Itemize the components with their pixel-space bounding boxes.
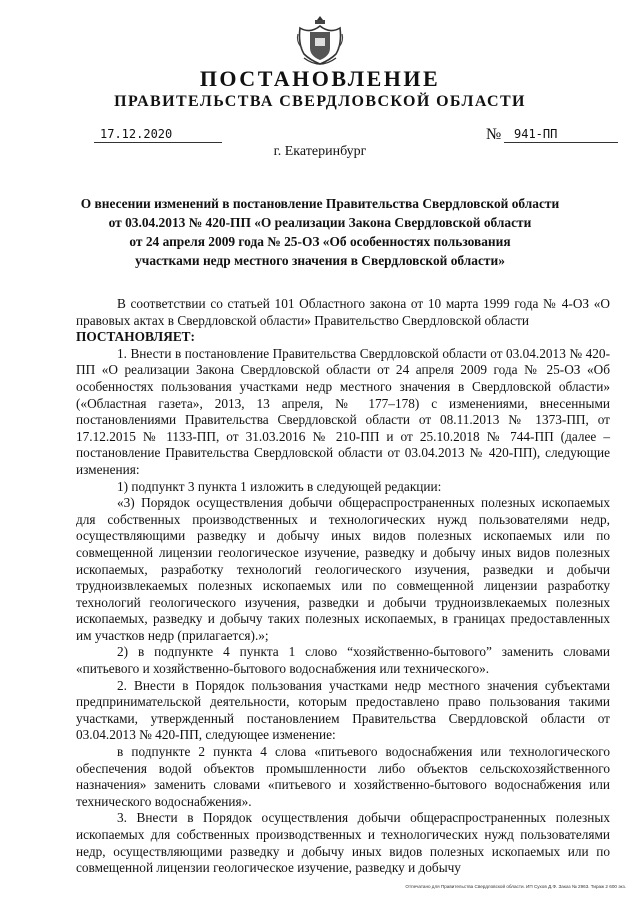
paragraph-3: 3. Внести в Порядок осуществления добычи общераспространенных полезных ископаемых для собственных производственных и технологических нужд пользователями недр, осуществляющими разведку и добычу иных видов полезных ископаемых или по совмещенной лицензии геологическое изучение, разведку и добычу [76,810,610,876]
document-city: г. Екатеринбург [273,144,367,159]
decree-word: ПОСТАНОВЛЯЕТ: [76,329,195,345]
subject-line: участками недр местного значения в Свердловской области» [135,253,505,268]
document-body [76,296,610,877]
subparagraph-2: 2) в подпункте 4 пункта 1 слово “хозяйственно-бытового” заменить словами «питьевого и хозяйственно-бытового водоснабжения или технического». [76,644,610,677]
document-subject [60,194,580,270]
subject-line: от 24 апреля 2009 года № 25-ОЗ «Об особенностях пользования [129,234,511,249]
subject-line: от 03.04.2013 № 420-ПП «О реализации Закона Свердловской области [108,215,532,230]
paragraph-1: 1. Внести в постановление Правительства Свердловской области от 03.04.2013 № 420-ПП «О реализации Закона Свердловской области от 24 апреля 2009 года № 25-ОЗ «Об особенностях пользования участками недр местного значения в Свердловской области» («Областная газета», 2013, 13 апреля, № 177–178) с изменениями, внесенными постановлениями Правительства Свердловской области от 08.11.2013 № 1373-ПП, от 17.12.2015 № 1133-ПП, от 31.03.2016 № 210-ПП и от 25.10.2018 № 744-ПП (далее – постановление Правительства Свердловской области от 03.04.2013 № 420-ПП), следующие изменения: [76,345,610,477]
print-footer-note: Отпечатано для Правительства Свердловской области. ИП Сухов Д.Ф. Заказ № 2963. Тираж 2 600 экз. [405,884,626,889]
document-number: 941-ПП [504,126,618,143]
coat-of-arms-emblem [296,14,344,70]
subject-line: О внесении изменений в постановление Правительства Свердловской области [80,196,560,211]
document-date: 17.12.2020 [94,126,222,143]
preamble-paragraph: В соответствии со статьей 101 Областного закона от 10 марта 1999 года № 4-ОЗ «О правовых актах в Свердловской области» Правительство Свердловской области [76,296,610,328]
number-label: № [486,126,502,143]
quoted-subparagraph-3: «3) Порядок осуществления добычи общераспространенных полезных ископаемых для собственных производственных и технологических нужд пользователями недр, осуществляющими разведку и добычу иных видов полезных ископаемых или по совмещенной лицензии геологическое изучение, разведку и добычу иных видов полезных ископаемых, разработку технологий геологического изучения, разведки и добычи трудноизвлекаемых полезных ископаемых или по совмещенной лицензии разработку технологий геологического изучения, разведки и добычи трудноизвлекаемых полезных ископаемых, разведку и добычу таких полезных ископаемых, в границах предоставленных им участков недр (прилагается).»; [76,495,610,643]
document-issuer: ПРАВИТЕЛЬСТВА СВЕРДЛОВСКОЙ ОБЛАСТИ [114,93,526,110]
paragraph-2: 2. Внести в Порядок пользования участками недр местного значения субъектами предпринимательской деятельности, которым предоставлено право пользования такими участками, утвержденный постановлением Правительства Свердловской области от 03.04.2013 № 420-ПП, следующее изменение: [76,677,610,743]
paragraph-2-change: в подпункте 2 пункта 4 слова «питьевого водоснабжения или технологического обеспечения водой объектов промышленности либо объектов сельскохозяйственного назначения» заменить словами «питьевого и хозяйственно-бытового водоснабжения или технического водоснабжения». [76,744,610,809]
document-title: ПОСТАНОВЛЕНИЕ [199,66,441,91]
subparagraph-1: 1) подпункт 3 пункта 1 изложить в следующей редакции: [117,478,442,494]
